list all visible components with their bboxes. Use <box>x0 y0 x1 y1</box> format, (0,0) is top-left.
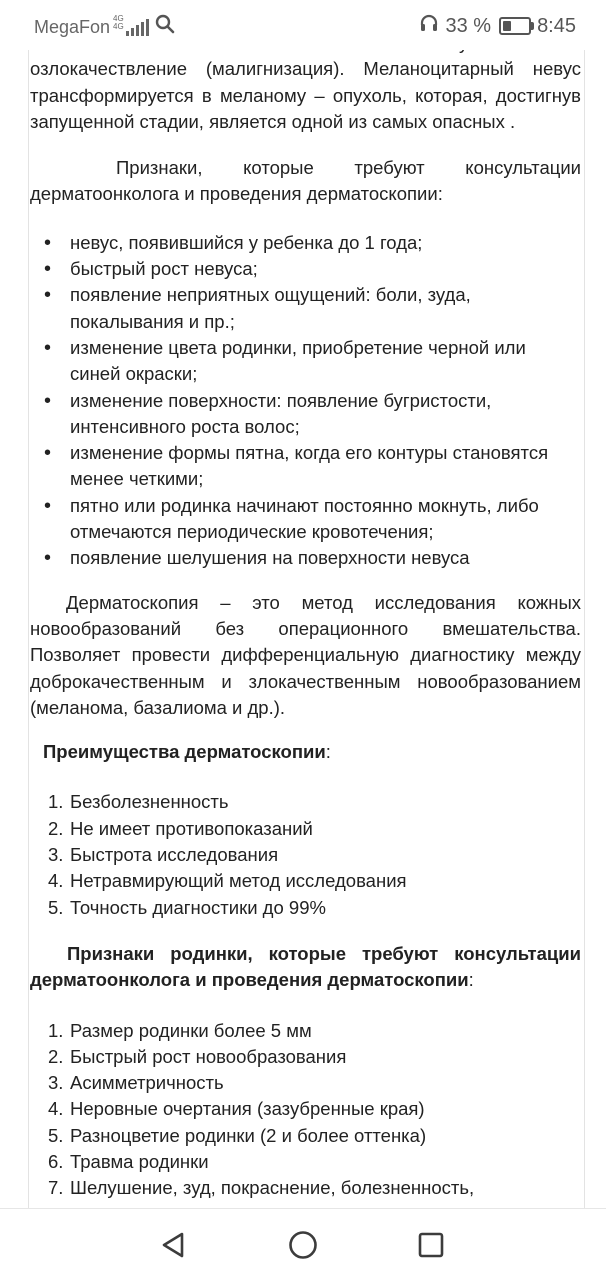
signs-list <box>30 230 581 572</box>
mole-signs-heading <box>30 941 581 994</box>
sign-item <box>70 388 581 441</box>
list-item-number: 2. <box>48 817 64 839</box>
mole-sign-item <box>48 1070 581 1096</box>
mole-sign-item <box>48 1044 581 1070</box>
network-type <box>113 15 124 31</box>
list-item-text: появление неприятных ощущений: боли, зуда, покалывания и пр.; <box>70 284 471 332</box>
list-item-number: 3. <box>48 844 64 866</box>
advantage-item <box>48 895 581 921</box>
signs-intro-paragraph: Признаки, которые требуют консультации дерматоонколога и проведения дерматоскопии: <box>30 157 581 205</box>
list-item-text: Размер родинки более 5 мм <box>70 1019 312 1041</box>
list-item-text: пятно или родинка начинают постоянно мокнуть, либо отмечаются периодические кровотечения; <box>70 494 539 543</box>
list-item-text: Безболезненность <box>70 791 229 813</box>
back-button[interactable] <box>155 1227 191 1263</box>
list-item-text: Шелушение, зуд, покраснение, болезненность, <box>70 1177 475 1199</box>
advantages-heading-colon: : <box>325 741 331 763</box>
list-item-text: быстрый рост невуса; <box>70 258 258 280</box>
mole-sign-item <box>48 1149 581 1175</box>
advantages-heading-text: Преимущества дерматоскопии <box>43 741 326 763</box>
sign-item <box>70 256 581 282</box>
mole-signs-heading-text: Признаки родинки, которые требуют консультации дерматоонколога и проведения дерматоскопии <box>30 942 581 991</box>
mole-sign-item <box>48 1096 581 1122</box>
search-icon <box>155 14 175 40</box>
list-item-number: 5. <box>48 1124 64 1146</box>
signal-bars-icon <box>126 19 149 36</box>
carrier-name: MegaFon <box>34 16 111 37</box>
network-type-top: 4G <box>113 14 124 23</box>
mole-signs-heading-colon: : <box>468 969 474 991</box>
sign-item <box>70 545 581 571</box>
recents-button[interactable] <box>413 1227 449 1263</box>
network-type-bottom: 4G <box>113 22 124 31</box>
status-bar-left <box>34 14 175 40</box>
headset-icon <box>419 13 439 39</box>
back-triangle-icon <box>158 1230 188 1260</box>
status-bar <box>0 0 606 50</box>
intro-paragraph-rest: озлокачествление (малигнизация). Меланоцитарный невус трансформируется в меланому – опухоль, которая, достигнув запущенной стадии, является одной из самых опасных . <box>30 58 581 132</box>
list-item-text: изменение поверхности: появление бугристости, интенсивного роста волос; <box>70 389 492 437</box>
list-item-number: 1. <box>48 1019 64 1041</box>
list-item-text: Точность диагностики до 99% <box>70 896 326 918</box>
sign-item <box>70 335 581 388</box>
sign-item <box>70 282 581 335</box>
list-item-number: 6. <box>48 1150 64 1172</box>
list-item-number: 7. <box>48 1177 64 1199</box>
sign-item <box>70 230 581 256</box>
recents-square-icon <box>416 1230 446 1260</box>
clock: 8:45 <box>537 14 576 37</box>
list-item-text: изменение цвета родинки, приобретение черной или синей окраски; <box>70 336 526 385</box>
mole-signs-list <box>30 1018 581 1228</box>
dermatoscopy-paragraph: Дерматоскопия – это метод исследования кожных новообразований без операционного вмешательства. Позволяет провести дифференциальную диагностику между доброкачественным и злокачественным новообразованием (меланома, базалиома и др.). <box>30 591 581 718</box>
advantage-item <box>48 868 581 894</box>
list-item-text: Не имеет противопоказаний <box>70 817 313 839</box>
list-item-text: Неровные очертания (зазубренные края) <box>70 1098 425 1120</box>
list-item-number: 5. <box>48 896 64 918</box>
advantage-item <box>48 789 581 815</box>
list-item-text: Разноцветие родинки (2 и более оттенка) <box>70 1124 427 1146</box>
list-item-text: Нетравмирующий метод исследования <box>70 870 407 892</box>
frame-right-border <box>584 50 585 1208</box>
list-item-number: 4. <box>48 870 64 892</box>
mole-sign-item <box>48 1123 581 1149</box>
list-item-number: 2. <box>48 1045 64 1067</box>
list-item-number: 3. <box>48 1072 64 1094</box>
list-item-text: Травма родинки <box>70 1150 209 1172</box>
advantages-list <box>30 789 581 920</box>
list-item-text: Асимметричность <box>70 1072 224 1094</box>
navigation-bar <box>0 1208 606 1281</box>
advantages-heading <box>30 739 581 765</box>
home-circle-icon <box>287 1229 319 1261</box>
frame-left-border <box>28 50 29 1208</box>
home-button[interactable] <box>285 1227 321 1263</box>
list-item-number: 4. <box>48 1098 64 1120</box>
list-item-number: 1. <box>48 791 64 813</box>
list-item-text: появление шелушения на поверхности невуса <box>70 547 470 569</box>
article-content[interactable] <box>30 30 581 1204</box>
sign-item <box>70 440 581 493</box>
sign-item <box>70 493 581 546</box>
list-item-text: Быстрота исследования <box>70 844 279 866</box>
battery-level <box>503 21 511 31</box>
list-item-text: изменение формы пятна, когда его контуры становятся менее четкими; <box>70 442 549 490</box>
advantage-item <box>48 816 581 842</box>
list-item-text: невус, появившийся у ребенка до 1 года; <box>70 231 423 253</box>
battery-icon <box>499 17 531 35</box>
battery-percent: 33 % <box>445 14 492 37</box>
mole-sign-item <box>48 1018 581 1044</box>
list-item-text: Быстрый рост новообразования <box>70 1045 347 1067</box>
advantage-item <box>48 842 581 868</box>
status-bar-right <box>419 13 576 39</box>
